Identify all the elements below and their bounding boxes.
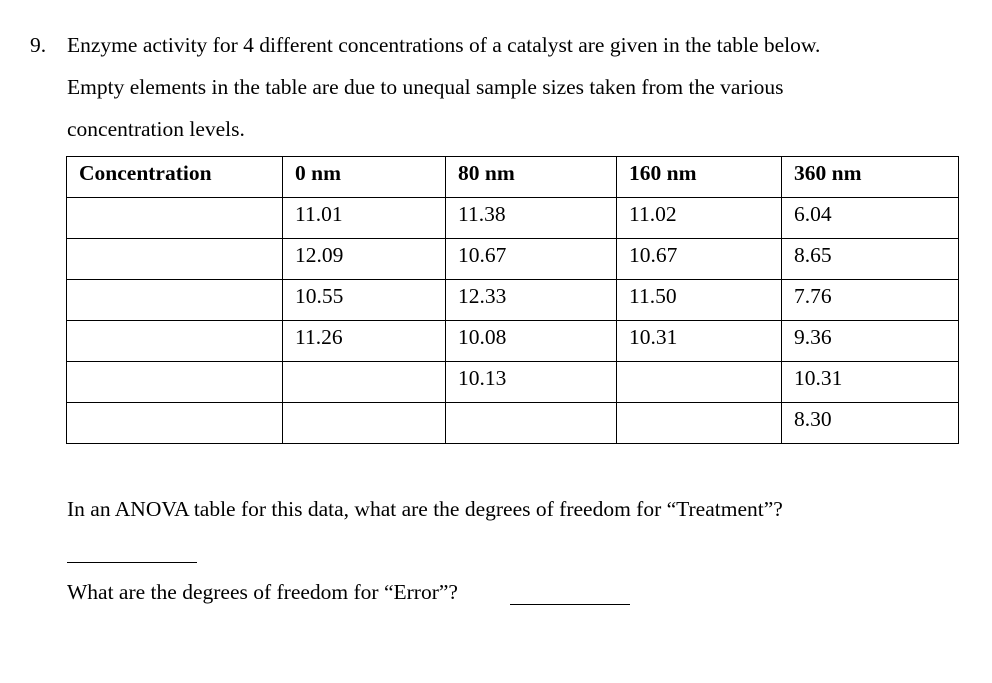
header-160nm: 160 nm [617,157,782,198]
table-cell [283,403,446,444]
table-cell: 6.04 [782,198,959,239]
header-concentration: Concentration [67,157,283,198]
question-text-line-2: Empty elements in the table are due to unequal sample sizes taken from the various [67,75,784,99]
table-row [67,198,959,239]
table-cell [446,403,617,444]
table-cell [283,362,446,403]
table-cell: 10.55 [283,280,446,321]
table-cell: 10.67 [446,239,617,280]
enzyme-activity-table [66,156,959,444]
table-cell: 8.65 [782,239,959,280]
question-text-line-3: concentration levels. [67,117,245,141]
treatment-df-answer-blank[interactable] [67,562,197,563]
table-row [67,321,959,362]
header-80nm: 80 nm [446,157,617,198]
table-row [67,280,959,321]
table-cell [67,403,283,444]
table-cell [617,403,782,444]
table-row [67,362,959,403]
table-cell: 10.31 [617,321,782,362]
table-row [67,403,959,444]
error-df-question: What are the degrees of freedom for “Error”? [67,580,458,604]
table-cell: 11.26 [283,321,446,362]
table-cell: 12.33 [446,280,617,321]
table-cell: 10.67 [617,239,782,280]
table-header-row [67,157,959,198]
table-cell: 11.38 [446,198,617,239]
table-cell: 7.76 [782,280,959,321]
table-cell: 8.30 [782,403,959,444]
table-cell [617,362,782,403]
question-text-line-1: Enzyme activity for 4 different concentrations of a catalyst are given in the table below. [67,33,821,57]
table-cell [67,321,283,362]
table-row [67,239,959,280]
table-cell [67,280,283,321]
treatment-df-question: In an ANOVA table for this data, what are the degrees of freedom for “Treatment”? [67,497,783,521]
table-cell [67,239,283,280]
header-0nm: 0 nm [283,157,446,198]
table-cell: 11.02 [617,198,782,239]
table-cell: 9.36 [782,321,959,362]
error-df-answer-blank[interactable] [510,604,630,605]
question-number: 9. [30,33,47,57]
table-cell: 10.13 [446,362,617,403]
table-cell: 12.09 [283,239,446,280]
table-cell: 10.31 [782,362,959,403]
table-cell [67,362,283,403]
table-cell: 11.01 [283,198,446,239]
table-cell [67,198,283,239]
table-cell: 10.08 [446,321,617,362]
table-cell: 11.50 [617,280,782,321]
header-360nm: 360 nm [782,157,959,198]
